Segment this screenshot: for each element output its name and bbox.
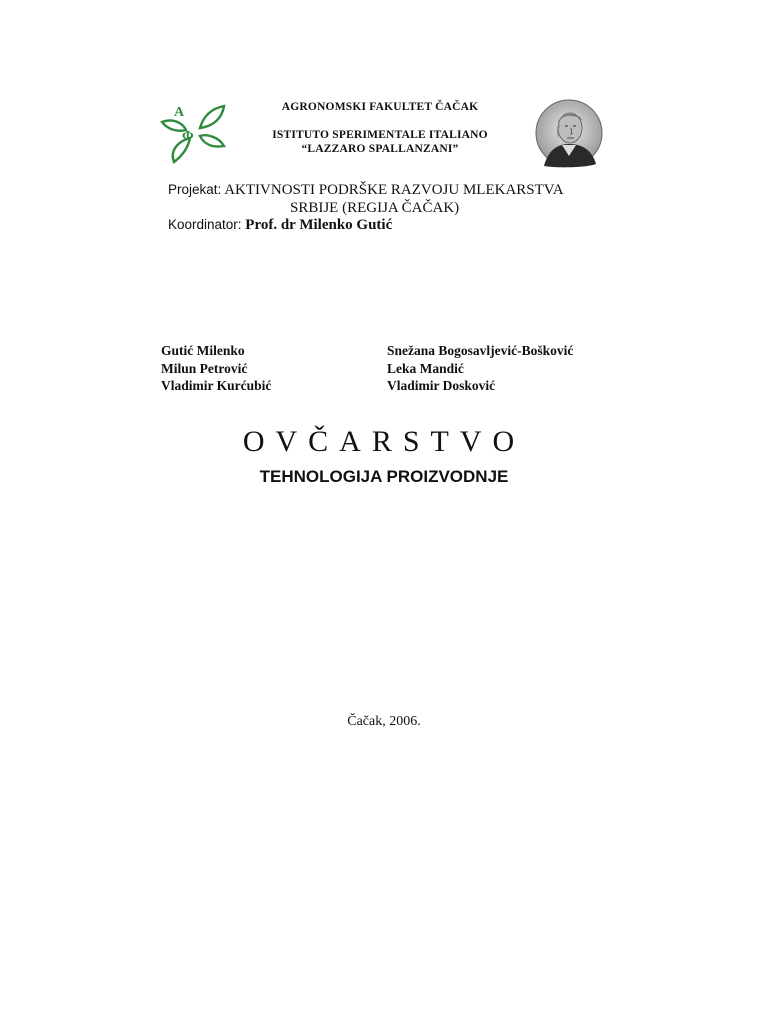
author-name: Milun Petrović [161, 360, 248, 376]
author-name: Leka Mandić [387, 360, 464, 376]
place-and-year: Čačak, 2006. [347, 714, 421, 729]
coordinator-name: Prof. dr Milenko Gutić [245, 217, 393, 233]
coordinator-label: Koordinator: [168, 217, 242, 232]
book-title: OVČARSTVO [242, 425, 526, 458]
institute-name [230, 128, 530, 156]
project-line [168, 181, 564, 199]
book-subtitle: TEHNOLOGIJA PROIZVODNJE [259, 467, 509, 486]
author-name: Gutić Milenko [161, 343, 245, 358]
authors-right-column [387, 342, 573, 395]
author-name: Vladimir Dosković [387, 378, 496, 393]
institute-name-line1: ISTITUTO SPERIMENTALE ITALIANO [272, 129, 488, 141]
authors-left-column [161, 342, 271, 395]
institute-name-line2: “LAZZARO SPALLANZANI” [301, 143, 459, 155]
svg-text:Φ: Φ [182, 129, 194, 144]
faculty-logo [160, 98, 228, 166]
project-title-line1: AKTIVNOSTI PODRŠKE RAZVOJU MLEKARSTVA [224, 182, 564, 198]
author-name: Snežana Bogosavljević-Bošković [387, 343, 574, 358]
spallanzani-portrait [534, 98, 604, 168]
author-name: Vladimir Kurćubić [161, 378, 272, 393]
project-title-line2: SRBIJE (REGIJA ČAČAK) [290, 200, 460, 216]
coordinator-line [168, 216, 392, 234]
svg-text:A: A [174, 105, 185, 120]
project-label: Projekat: [168, 182, 222, 197]
faculty-name: AGRONOMSKI FAKULTET ČAČAK [281, 101, 479, 113]
